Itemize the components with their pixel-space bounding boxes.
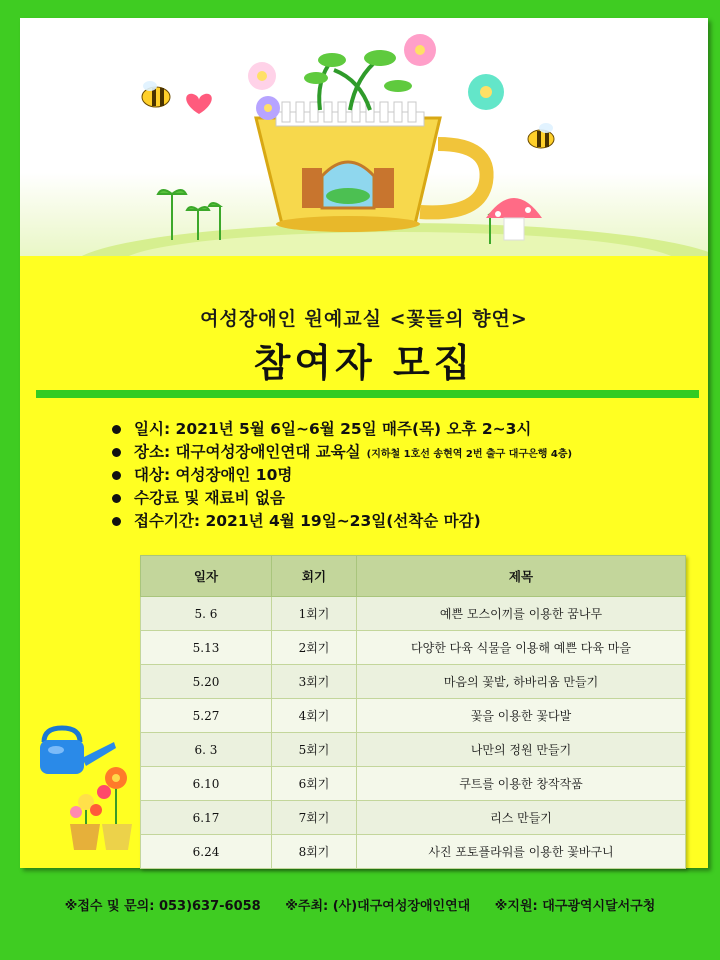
cell-date: 6. 3 (141, 733, 272, 767)
column-header-session: 회기 (272, 556, 357, 597)
cell-date: 6.24 (141, 835, 272, 869)
cell-date: 6.17 (141, 801, 272, 835)
schedule-table (140, 555, 686, 869)
footer-host: ※주최: (사)대구여성장애인연대 (285, 899, 471, 914)
info-item-target: 대상: 여성장애인 10명 (112, 464, 692, 487)
info-item-location: 장소: 대구여성장애인연대 교육실 (지하철 1호선 송현역 2번 출구 대구은행 4층) (112, 441, 692, 464)
cell-title: 다양한 다육 식물을 이용해 예쁜 다육 마을 (357, 631, 686, 665)
table-row (141, 801, 686, 835)
cell-title: 꽃을 이용한 꽃다발 (357, 699, 686, 733)
cell-title: 리스 만들기 (357, 801, 686, 835)
cell-session: 4회기 (272, 699, 357, 733)
info-item-fee: 수강료 및 재료비 없음 (112, 487, 692, 510)
cell-session: 6회기 (272, 767, 357, 801)
cell-title: 나만의 정원 만들기 (357, 733, 686, 767)
footer (0, 895, 720, 914)
cell-session: 2회기 (272, 631, 357, 665)
cell-title: 예쁜 모스이끼를 이용한 꿈나무 (357, 597, 686, 631)
cell-date: 6.10 (141, 767, 272, 801)
cell-title: 쿠트를 이용한 창작작품 (357, 767, 686, 801)
cell-date: 5. 6 (141, 597, 272, 631)
table-row (141, 699, 686, 733)
footer-contact: ※접수 및 문의: 053)637-6058 (64, 899, 261, 914)
flower-pot-cup-illustration (20, 18, 708, 256)
table-row (141, 665, 686, 699)
table-row (141, 767, 686, 801)
info-item-date: 일시: 2021년 5월 6일~6월 25일 매주(목) 오후 2~3시 (112, 418, 692, 441)
table-row (141, 631, 686, 665)
table-row (141, 733, 686, 767)
poster-subtitle: 여성장애인 원예교실 <꽃들의 향연> (200, 308, 528, 330)
cell-session: 8회기 (272, 835, 357, 869)
bee-icon (136, 80, 176, 110)
cell-title: 사진 포토플라워를 이용한 꽃바구니 (357, 835, 686, 869)
cell-session: 1회기 (272, 597, 357, 631)
potted-flowers-icon (66, 762, 136, 852)
poster-panel (20, 18, 708, 868)
table-header-row (141, 556, 686, 597)
column-header-date: 일자 (141, 556, 272, 597)
cell-date: 5.27 (141, 699, 272, 733)
cell-date: 5.13 (141, 631, 272, 665)
table-row (141, 835, 686, 869)
info-list (112, 418, 692, 533)
cell-session: 5회기 (272, 733, 357, 767)
cell-session: 7회기 (272, 801, 357, 835)
cell-title: 마음의 꽃밭, 하바리움 만들기 (357, 665, 686, 699)
bee-icon (522, 122, 560, 152)
table-row (141, 597, 686, 631)
footer-support: ※지원: 대구광역시달서구청 (494, 899, 656, 914)
column-header-title: 제목 (357, 556, 686, 597)
cell-date: 5.20 (141, 665, 272, 699)
poster-title: 참여자 모집 (253, 341, 475, 385)
heart-icon (178, 90, 220, 116)
divider (36, 390, 699, 398)
cell-session: 3회기 (272, 665, 357, 699)
info-item-period: 접수기간: 2021년 4월 19일~23일(선착순 마감) (112, 510, 692, 533)
